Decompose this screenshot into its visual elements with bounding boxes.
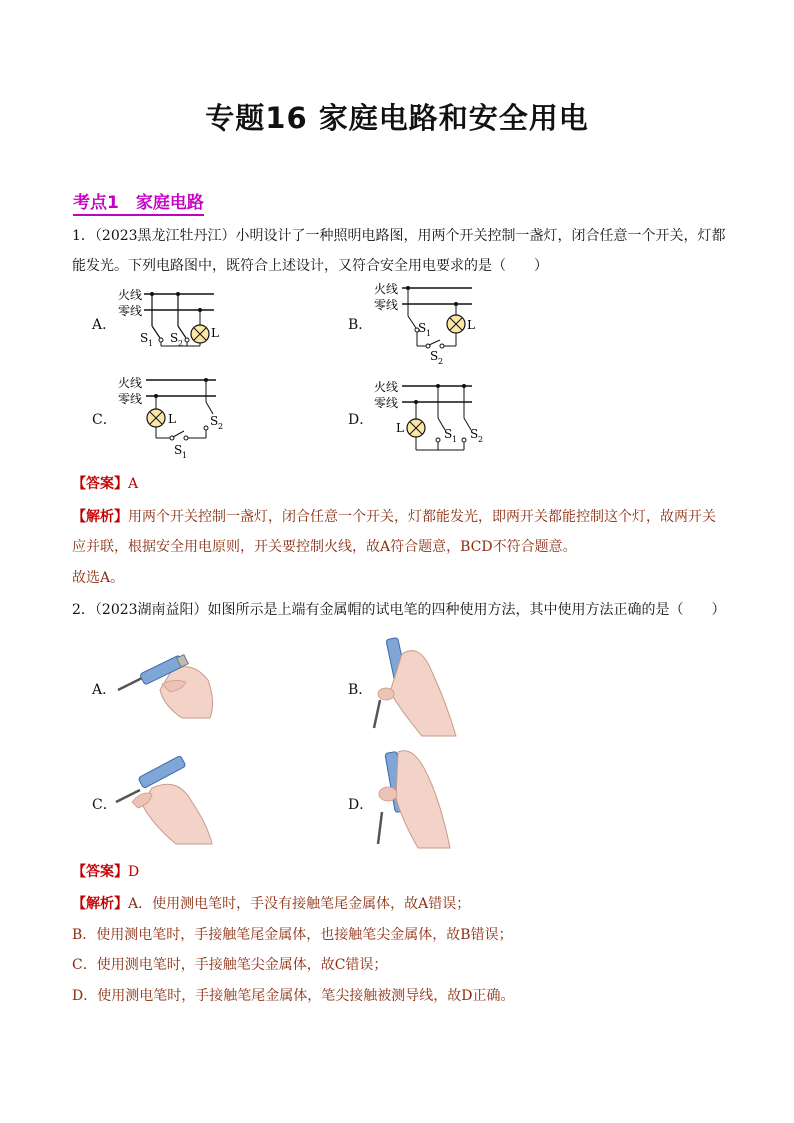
q1-option-c-label: C． xyxy=(92,412,117,428)
q2-option-a-label: A． xyxy=(92,682,117,698)
neutral-wire-label: 零线 xyxy=(374,298,399,312)
answer-tag: 【答案】 xyxy=(72,864,128,880)
switch-s1-subscript: 1 xyxy=(148,339,154,348)
neutral-wire-label: 零线 xyxy=(374,396,399,410)
switch-s2-subscript: 2 xyxy=(178,339,184,348)
circuit-a-diagram xyxy=(110,282,260,362)
answer-tag: 【答案】 xyxy=(72,476,128,492)
lamp-label: L xyxy=(396,421,404,435)
q1-analysis-line2: 应并联，根据安全用电原则，开关要控制火线，故A符合题意，BCD不符合题意。 xyxy=(72,539,577,555)
q2-analysis-b: B．使用测电笔时，手接触笔尾金属体，也接触笔尖金属体，故B错误； xyxy=(72,927,513,943)
answer-value: D xyxy=(128,864,140,880)
switch-s1-label: S xyxy=(140,331,149,345)
q1-analysis-line1 xyxy=(72,507,716,527)
q2-option-b-label: B． xyxy=(348,682,373,698)
q1-conclusion: 故选A。 xyxy=(72,570,125,586)
q1-stem-line2: 能发光。下列电路图中，既符合上述设计，又符合安全用电要求的是（ ） xyxy=(72,258,548,274)
q2-stem: 2．（2023湖南益阳）如图所示是上端有金属帽的试电笔的四种使用方法，其中使用方法正确的是（ ） xyxy=(72,602,726,618)
test-pen-usage-a-image xyxy=(112,640,222,720)
live-wire-label: 火线 xyxy=(118,376,143,390)
q2-answer xyxy=(72,862,139,882)
switch-s2-label: S xyxy=(210,414,219,428)
analysis-tag: 【解析】 xyxy=(72,509,128,525)
neutral-wire-label: 零线 xyxy=(118,392,143,406)
analysis-text: A．使用测电笔时，手没有接触笔尾金属体，故A错误； xyxy=(128,896,471,912)
q1-option-b-label: B． xyxy=(348,317,373,333)
test-pen-usage-d-image xyxy=(370,748,460,850)
switch-s2-subscript: 2 xyxy=(218,422,224,431)
q1-answer xyxy=(72,474,138,494)
switch-s1-label: S xyxy=(418,321,427,335)
circuit-d-diagram xyxy=(368,374,518,460)
test-pen-usage-c-image xyxy=(112,746,222,846)
live-wire-label: 火线 xyxy=(118,288,143,302)
switch-s2-subscript: 2 xyxy=(438,357,444,366)
q2-option-c-label: C． xyxy=(92,797,117,813)
switch-s1-subscript: 1 xyxy=(452,435,458,444)
switch-s1-subscript: 1 xyxy=(426,329,432,338)
switch-s1-label: S xyxy=(444,427,453,441)
lamp-label: L xyxy=(467,318,475,332)
live-wire-label: 火线 xyxy=(374,380,399,394)
test-pen-usage-b-image xyxy=(372,632,462,742)
q1-option-d-label: D． xyxy=(348,412,374,428)
neutral-wire-label: 零线 xyxy=(118,304,143,318)
q2-analysis-c: C．使用测电笔时，手接触笔尖金属体，故C错误； xyxy=(72,957,388,973)
q1-stem-line1: 1．（2023黑龙江牡丹江）小明设计了一种照明电路图，用两个开关控制一盏灯，闭合任意一个开关，灯都 xyxy=(72,228,726,244)
circuit-b-diagram xyxy=(368,278,518,366)
page-title: 专题16 家庭电路和安全用电 xyxy=(205,101,589,135)
q1-option-a-label: A． xyxy=(92,317,117,333)
switch-s2-subscript: 2 xyxy=(478,435,484,444)
switch-s1-subscript: 1 xyxy=(182,451,188,460)
answer-value: A xyxy=(128,476,139,492)
live-wire-label: 火线 xyxy=(374,282,399,296)
q2-option-d-label: D． xyxy=(348,797,374,813)
section-heading: 考点1 家庭电路 xyxy=(73,188,204,216)
analysis-tag: 【解析】 xyxy=(72,896,128,912)
switch-s2-label: S xyxy=(470,427,479,441)
switch-s1-label: S xyxy=(174,443,183,457)
switch-s2-label: S xyxy=(170,331,179,345)
analysis-text: 用两个开关控制一盏灯，闭合任意一个开关，灯都能发光，即两开关都能控制这个灯，故两开关 xyxy=(128,509,716,525)
lamp-label: L xyxy=(211,326,219,340)
lamp-label: L xyxy=(168,412,176,426)
circuit-c-diagram xyxy=(112,372,262,460)
switch-s2-label: S xyxy=(430,349,439,363)
q2-analysis-a xyxy=(72,894,470,914)
q2-analysis-d: D．使用测电笔时，手接触笔尾金属体，笔尖接触被测导线，故D正确。 xyxy=(72,988,515,1004)
